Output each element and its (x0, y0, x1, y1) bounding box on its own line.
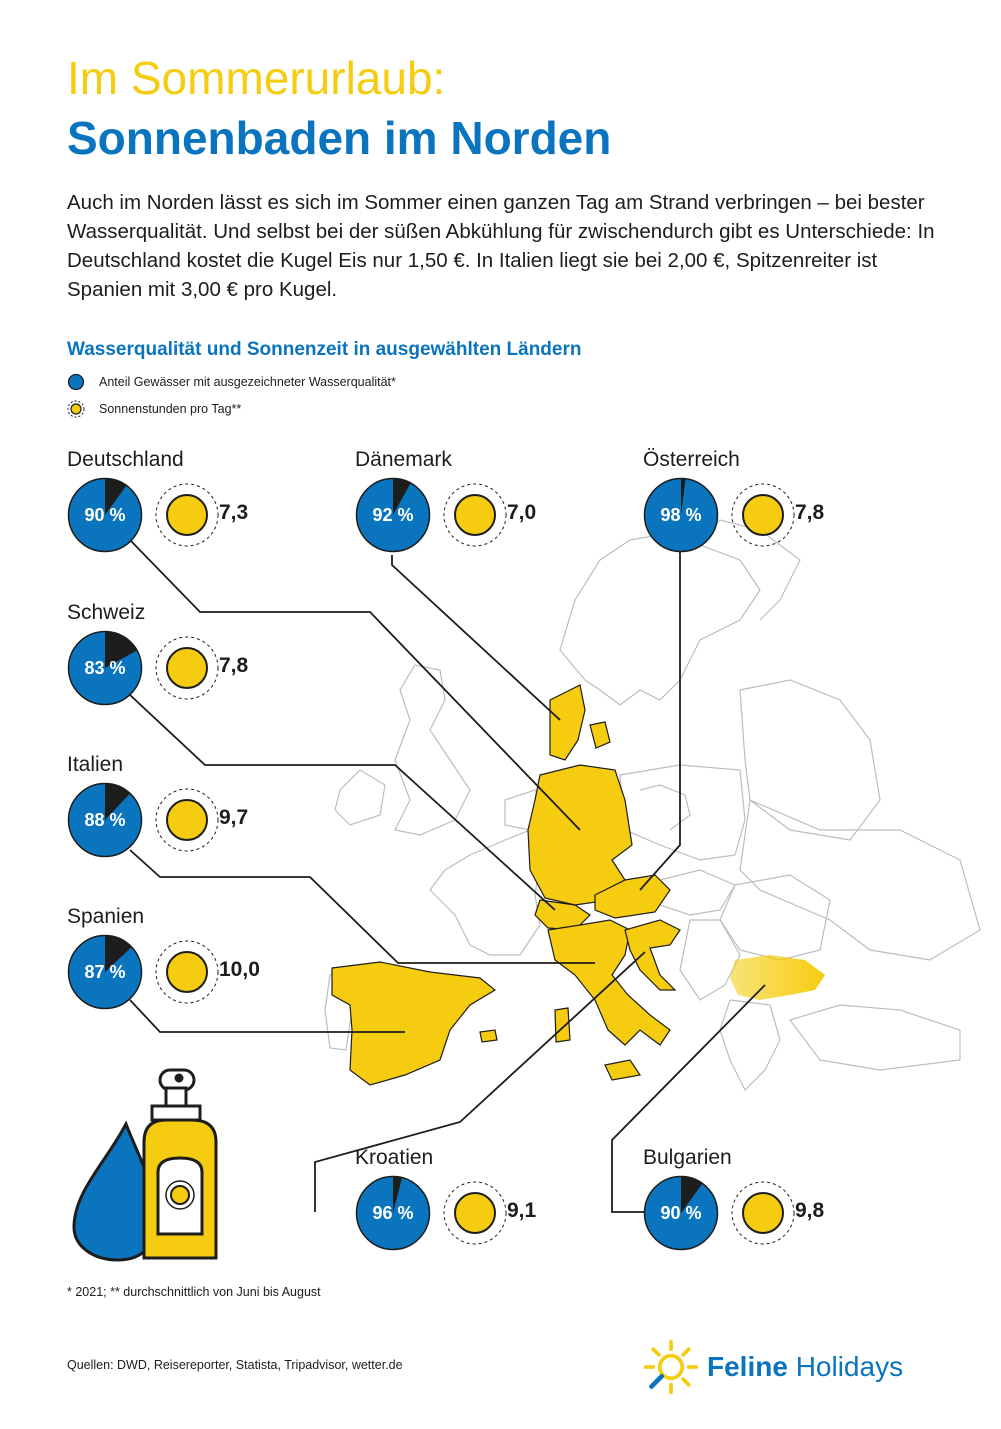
brand-name-rest: Holidays (787, 1351, 904, 1382)
sun-hours-value: 9,8 (795, 1199, 825, 1222)
connector-daenemark (392, 555, 560, 720)
sun-icon (154, 635, 220, 701)
country-name: Spanien (67, 905, 145, 928)
country-name: Bulgarien (643, 1146, 732, 1169)
country-group-deutschland (67, 448, 327, 568)
sun-hours-value: 7,0 (507, 501, 537, 524)
footnote: * 2021; ** durchschnittlich von Juni bis August (67, 1285, 321, 1299)
sources: Quellen: DWD, Reisereporter, Statista, Tripadvisor, wetter.de (67, 1358, 403, 1372)
map-highlighted-countries (332, 685, 680, 1085)
country-name: Schweiz (67, 601, 146, 624)
sun-icon (730, 482, 796, 548)
water-quality-value: 92 % (372, 505, 414, 525)
sun-hours-value: 7,8 (219, 654, 249, 677)
sun-icon (442, 1180, 508, 1246)
water-quality-value: 88 % (84, 810, 126, 830)
water-quality-value: 90 % (84, 505, 126, 525)
water-quality-value: 90 % (660, 1203, 702, 1223)
country-name: Dänemark (355, 448, 452, 471)
title-top: Im Sommerurlaub: (67, 52, 446, 104)
country-group-spanien (67, 905, 327, 1025)
brand-name-bold: Feline (707, 1351, 788, 1382)
country-group-schweiz (67, 601, 327, 721)
country-name: Österreich (643, 448, 740, 471)
water-quality-value: 98 % (660, 505, 702, 525)
country-group-italien (67, 753, 327, 873)
country-group-oesterreich (643, 448, 903, 568)
chart-title: Wasserqualität und Sonnenzeit in ausgewählten Ländern (67, 339, 582, 360)
map-bulgaria (730, 955, 825, 1000)
country-group-bulgarien (643, 1146, 903, 1266)
sun-icon (154, 482, 220, 548)
sun-hours-value: 7,3 (219, 501, 249, 524)
sun-icon (442, 482, 508, 548)
sun-hours-value: 7,8 (795, 501, 825, 524)
brand-name (707, 1350, 903, 1384)
sun-hours-value: 10,0 (219, 958, 260, 981)
water-quality-value: 96 % (372, 1203, 414, 1223)
country-group-kroatien (355, 1146, 615, 1266)
intro-text: Auch im Norden lässt es sich im Sommer einen ganzen Tag am Strand verbringen – bei bester Wasserqualität. Und selbst bei der süßen Abkühlung für zwischendurch gibt es Unterschiede: In Deutschland kostet die Kugel Eis nur 1,50 €. In Italien liegt sie bei 2,00 €, Spitzenreiter ist Spanien mit 3,00 € pro Kugel. (67, 191, 935, 301)
brand-logo (643, 1337, 943, 1397)
water-quality-value: 87 % (84, 962, 126, 982)
sun-icon (154, 939, 220, 1005)
sun-icon (154, 787, 220, 853)
country-name: Kroatien (355, 1146, 434, 1169)
page-title: Sonnenbaden im Norden (67, 112, 612, 164)
sun-icon (730, 1180, 796, 1246)
sun-logo-icon (643, 1339, 699, 1395)
legend-label-water: Anteil Gewässer mit ausgezeichneter Wasserqualität* (99, 375, 396, 389)
country-name: Italien (67, 753, 124, 776)
sun-hours-value: 9,1 (507, 1199, 537, 1222)
country-name: Deutschland (67, 448, 184, 471)
sun-hours-value: 9,7 (219, 806, 249, 829)
legend-label-sun: Sonnenstunden pro Tag** (99, 402, 242, 416)
water-quality-value: 83 % (84, 658, 126, 678)
country-group-daenemark (355, 448, 615, 568)
sunscreen-bottle-and-water-drop-icon (66, 1062, 226, 1262)
